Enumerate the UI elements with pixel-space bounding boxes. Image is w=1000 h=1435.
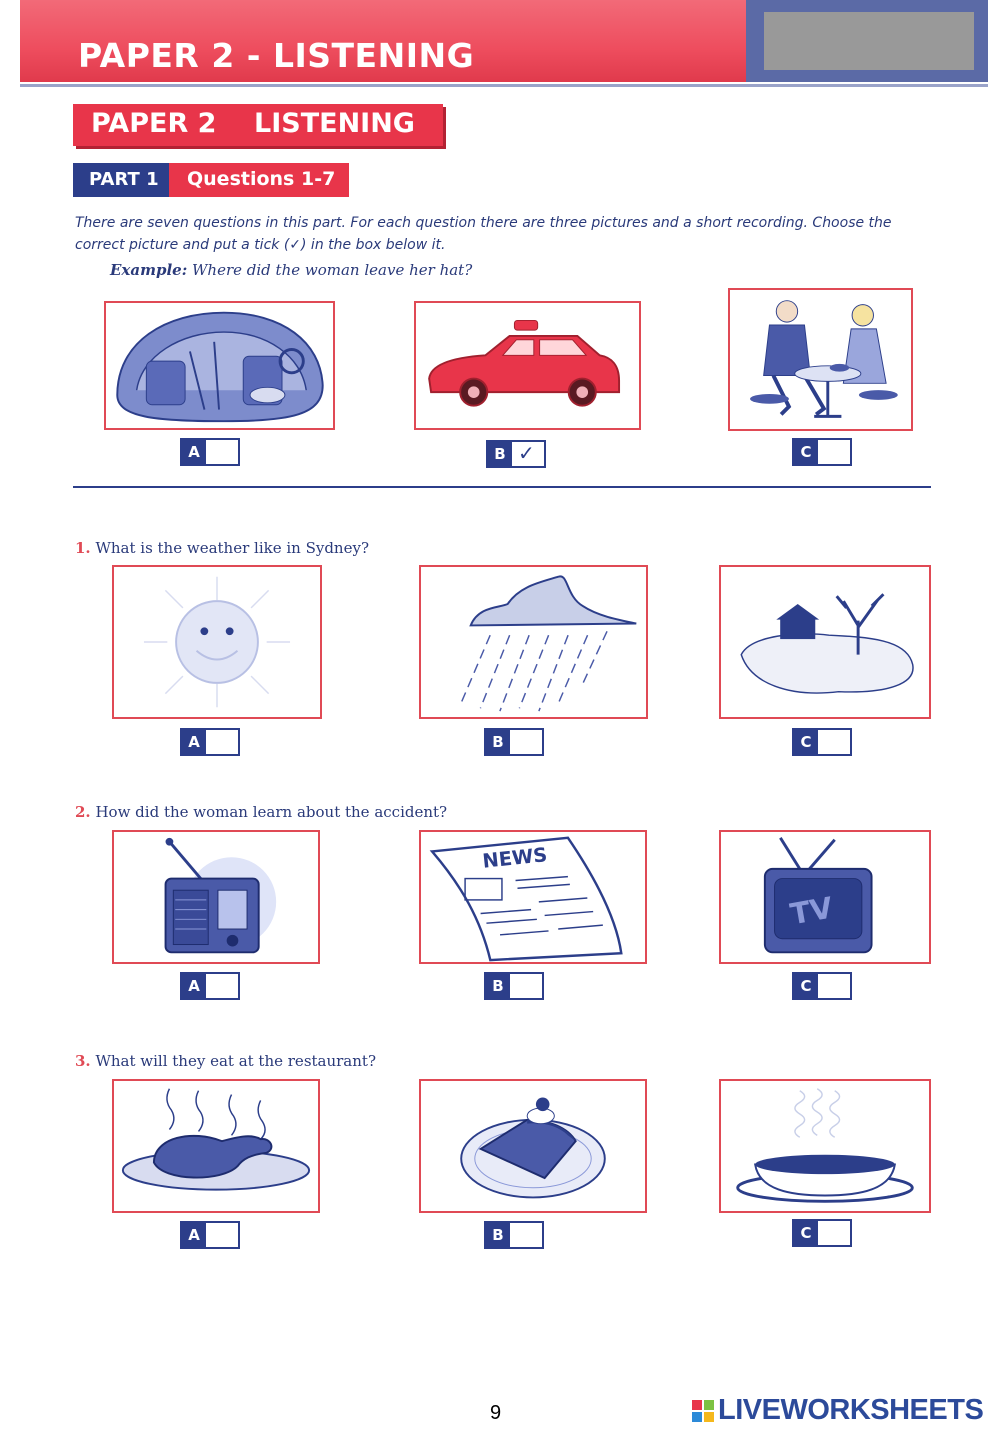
question-text: How did the woman learn about the accident?: [95, 803, 448, 821]
top-banner: [20, 0, 988, 82]
q3-choice-c[interactable]: [792, 1219, 852, 1247]
snow-scene-icon: [721, 567, 929, 717]
q1-picture-b: [419, 565, 648, 719]
q1-picture-c: [719, 565, 931, 719]
question-text: What is the weather like in Sydney?: [95, 539, 369, 557]
question-3: [75, 1052, 376, 1070]
instructions: There are seven questions in this part. For each question there are three pictures and a short recording. Choose the correct picture and put a tick (✓) in the box below it.: [75, 215, 892, 253]
choice-letter: C: [794, 730, 818, 754]
rain-cloud-icon: [421, 567, 646, 717]
example-choice-a[interactable]: [180, 438, 240, 466]
tv-screen-text: TV: [787, 890, 836, 932]
example-question: [110, 261, 472, 279]
question-2: [75, 803, 447, 821]
q3-picture-c: [719, 1079, 931, 1213]
newspaper-heading: NEWS: [481, 843, 549, 873]
q2-picture-c: [719, 830, 931, 964]
liveworksheets-logo-icon: [692, 1400, 714, 1422]
example-picture-a: [104, 301, 335, 430]
choice-letter: B: [486, 1223, 510, 1247]
banner-gray-box: [746, 0, 988, 82]
television-icon: [721, 832, 929, 962]
part-heading: [73, 163, 349, 197]
pie-slice-icon: [421, 1081, 645, 1211]
q2-choice-b[interactable]: [484, 972, 544, 1000]
banner-gray-inner: [764, 12, 974, 70]
q1-choice-c[interactable]: [792, 728, 852, 756]
choice-letter: B: [486, 730, 510, 754]
example-text: Where did the woman leave her hat?: [192, 261, 473, 279]
taxi-icon: [416, 303, 639, 428]
brand-text: LIVEWORKSHEETS: [718, 1394, 984, 1426]
soup-bowl-icon: [721, 1081, 929, 1211]
roast-chicken-icon: [114, 1081, 318, 1211]
question-text: What will they eat at the restaurant?: [95, 1052, 376, 1070]
choice-letter: C: [794, 440, 818, 464]
sun-icon: [114, 567, 320, 717]
newspaper-icon: [421, 832, 645, 962]
check-icon: ✓: [518, 443, 535, 465]
section-heading: [73, 104, 443, 146]
choice-letter: B: [486, 974, 510, 998]
q2-choice-a[interactable]: [180, 972, 240, 1000]
q1-choice-b[interactable]: [484, 728, 544, 756]
choice-letter: A: [182, 730, 206, 754]
part-label: PART 1: [73, 163, 169, 197]
q2-picture-a: [112, 830, 320, 964]
question-number: 2.: [75, 803, 91, 821]
choice-letter: A: [182, 440, 206, 464]
divider: [73, 486, 931, 488]
restaurant-table-icon: [730, 290, 911, 429]
q1-picture-a: [112, 565, 322, 719]
q3-picture-b: [419, 1079, 647, 1213]
choice-letter: B: [488, 442, 512, 466]
example-choice-b[interactable]: [486, 440, 546, 468]
page-number: 9: [490, 1402, 502, 1424]
q3-choice-b[interactable]: [484, 1221, 544, 1249]
radio-icon: [114, 832, 318, 962]
q3-choice-a[interactable]: [180, 1221, 240, 1249]
choice-letter: A: [182, 1223, 206, 1247]
choice-letter: C: [794, 1221, 818, 1245]
top-rule: [20, 84, 988, 87]
car-interior-icon: [106, 303, 333, 428]
example-label: Example:: [110, 261, 188, 279]
example-picture-c: [728, 288, 913, 431]
q3-picture-a: [112, 1079, 320, 1213]
choice-letter: A: [182, 974, 206, 998]
example-picture-b: [414, 301, 641, 430]
questions-label: Questions 1-7: [169, 163, 349, 197]
q2-choice-c[interactable]: [792, 972, 852, 1000]
banner-title: PAPER 2 - LISTENING: [78, 36, 475, 75]
question-1: [75, 539, 369, 557]
question-number: 1.: [75, 539, 91, 557]
example-choice-c[interactable]: [792, 438, 852, 466]
section-heading-text: PAPER 2 LISTENING: [91, 108, 415, 139]
choice-letter: C: [794, 974, 818, 998]
q2-picture-b: [419, 830, 647, 964]
q1-choice-a[interactable]: [180, 728, 240, 756]
question-number: 3.: [75, 1052, 91, 1070]
